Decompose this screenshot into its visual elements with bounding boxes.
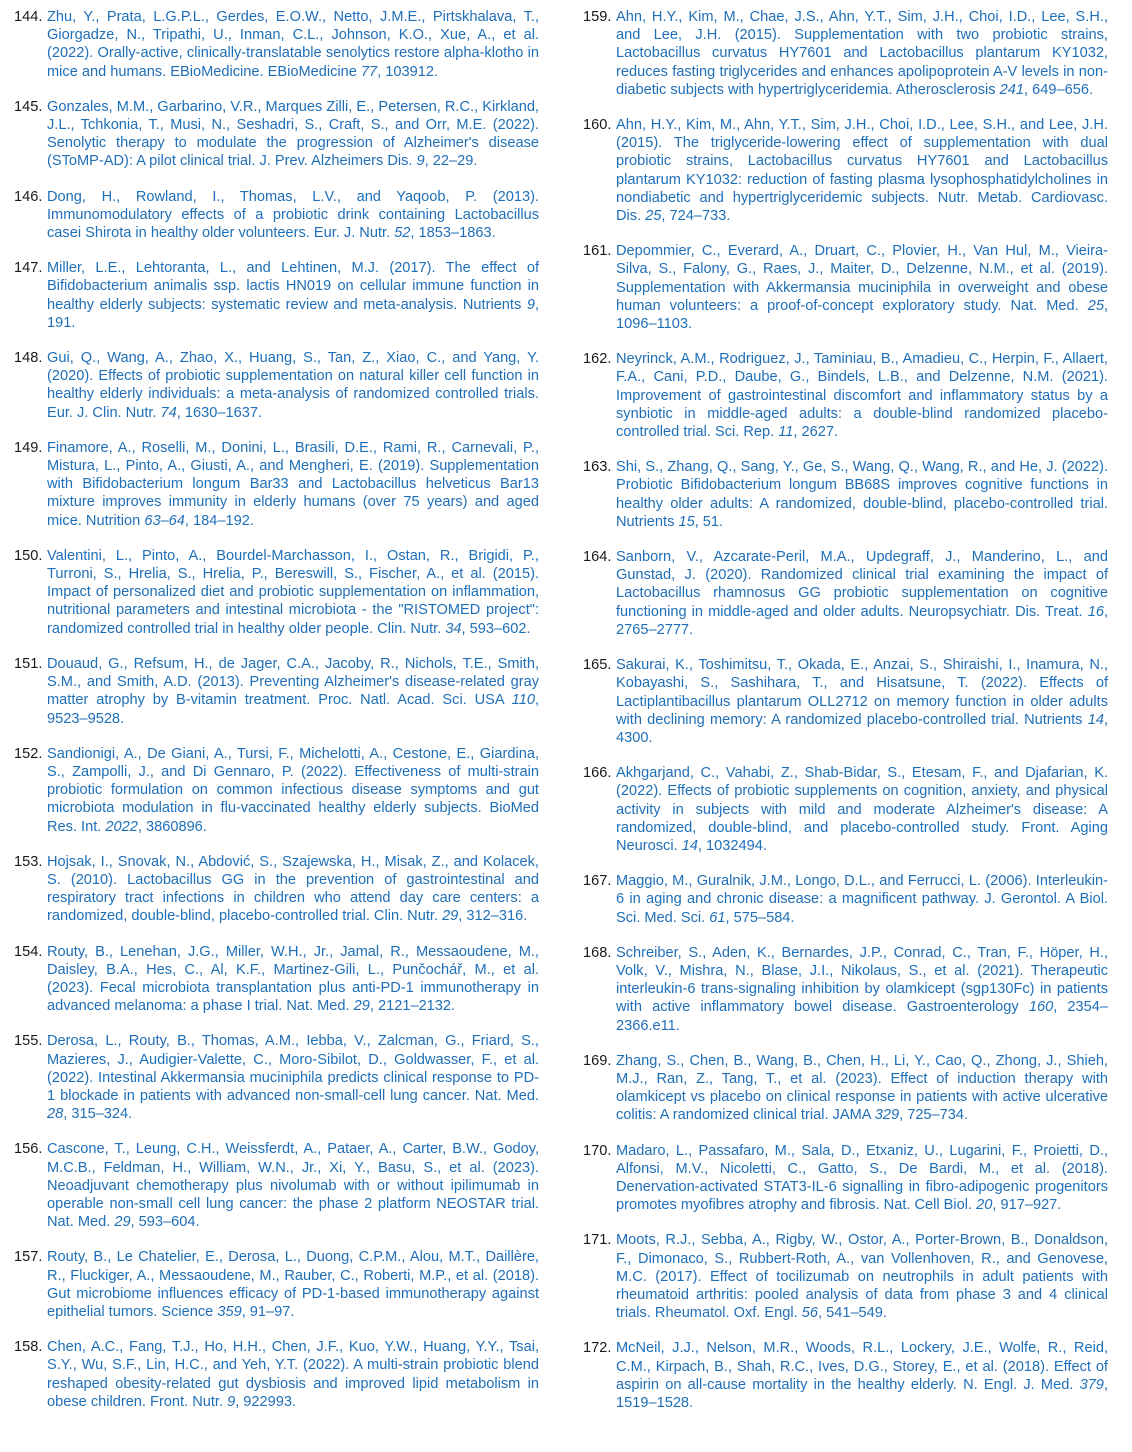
reference-entry[interactable] — [14, 1140, 539, 1231]
citation-volume: 29 — [442, 908, 459, 925]
reference-number: 167. — [583, 873, 612, 890]
reference-entry[interactable] — [14, 8, 539, 81]
reference-number: 157. — [14, 1249, 43, 1266]
reference-citation[interactable] — [47, 98, 539, 171]
reference-entry[interactable] — [14, 188, 539, 243]
reference-entry[interactable] — [583, 656, 1108, 747]
reference-entry[interactable] — [14, 349, 539, 422]
reference-number: 146. — [14, 188, 43, 205]
reference-number: 170. — [583, 1142, 612, 1159]
reference-entry[interactable] — [583, 764, 1108, 855]
reference-citation[interactable] — [616, 548, 1108, 639]
citation-text: Shi, S., Zhang, Q., Sang, Y., Ge, S., Wang, Q., Wang, R., and He, J. (2022). Probiotic Bifidobacterium longum BB68S improves cognitive functions in healthy older adults: A randomized, double-blind, placebo-controlled trial. Nutrients — [616, 459, 1108, 530]
citation-pages: , 1096–1103. — [616, 297, 1108, 333]
reference-entry[interactable] — [14, 853, 539, 926]
reference-entry[interactable] — [583, 1231, 1108, 1322]
citation-text: Ahn, H.Y., Kim, M., Ahn, Y.T., Sim, J.H., Choi, I.D., Lee, S.H., and Lee, J.H. (2015). The triglyceride-lowering effect of supplementation with dual probiotic strains, Lactobacillus curvatus HY7601 and Lactobacillus plantarum KY1032: reduction of fasting plasma lysophosphatidylcholines in nondiabetic and hypertriglyceridemic subjects. Nutr. Metab. Cardiovasc. Dis. — [616, 117, 1108, 225]
citation-volume: 20 — [976, 1197, 993, 1214]
citation-text: Dong, H., Rowland, I., Thomas, L.V., and Yaqoob, P. (2013). Immunomodulatory effects of a probiotic drink containing Lactobacillus casei Shirota in healthy older volunteers. Eur. J. Nutr. — [47, 188, 539, 242]
reference-number: 145. — [14, 98, 43, 115]
citation-pages: , 575–584. — [725, 909, 795, 926]
reference-number: 148. — [14, 350, 43, 367]
citation-text: Derosa, L., Routy, B., Thomas, A.M., Iebba, V., Zalcman, G., Friard, S., Mazieres, J., Audigier-Valette, C., Moro-Sibilot, D., Goldwasser, F., et al. (2022). Intestinal Akkermansia muciniphila predicts clinical response to PD-1 blockade in patients with advanced non-small-cell lung cancer. Nat. Med. — [47, 1033, 539, 1104]
citation-pages: , 184–192. — [184, 512, 254, 529]
citation-text: Zhu, Y., Prata, L.G.P.L., Gerdes, E.O.W., Netto, J.M.E., Pirtskhalava, T., Giorgadze, N., Tripathi, U., Inman, C.L., Johnson, K.O., Xue, A., et al. (2022). Orally-active, clinically-translatable senolytics restore alpha-klotho in mice and humans. EBioMedicine. EBioMedicine — [47, 9, 539, 80]
citation-pages: , 593–602. — [461, 620, 531, 637]
reference-citation[interactable] — [47, 853, 539, 926]
reference-citation[interactable] — [47, 547, 539, 638]
citation-text: Hojsak, I., Snovak, N., Abdović, S., Szajewska, H., Misak, Z., and Kolacek, S. (2010). Lactobacillus GG in the prevention of gastrointestinal and respiratory tract infections in children who attend day care centers: a randomized, double-blind, placebo-controlled trial. Clin. Nutr. — [47, 853, 539, 925]
reference-citation[interactable] — [616, 8, 1108, 99]
citation-text: Madaro, L., Passafaro, M., Sala, D., Etxaniz, U., Lugarini, F., Proietti, D., Alfonsi, M.V., Nicoletti, C., Gatto, S., De Bardi, M., et al. (2018). Denervation-activated STAT3-IL-6 signalling in fibro-adipogenic progenitors promotes myofibres atrophy and fibrosis. Nat. Cell Biol. — [616, 1142, 1108, 1214]
reference-citation[interactable] — [616, 1052, 1108, 1125]
citation-volume: 56 — [801, 1305, 818, 1322]
reference-citation[interactable] — [47, 1140, 539, 1231]
reference-number: 155. — [14, 1033, 43, 1050]
citation-volume: 29 — [353, 998, 370, 1015]
reference-number: 159. — [583, 9, 612, 25]
reference-citation[interactable] — [616, 944, 1108, 1035]
citation-volume: 110 — [511, 692, 535, 709]
reference-entry[interactable] — [583, 872, 1108, 927]
citation-volume: 11 — [778, 424, 794, 441]
reference-number: 160. — [583, 117, 612, 134]
reference-number: 171. — [583, 1232, 612, 1249]
citation-pages: , 1032494. — [697, 837, 767, 854]
citation-text: Zhang, S., Chen, B., Wang, B., Chen, H., Li, Y., Cao, Q., Zhong, J., Shieh, M.J., Ran, Z., Tang, T., et al. (2023). Effect of induction therapy with olamkicept vs placebo on clinical response in patients with active ulcerative colitis: A randomized clinical trial. JAMA — [616, 1052, 1108, 1124]
reference-entry[interactable] — [14, 1032, 539, 1123]
citation-pages: , 22–29. — [424, 153, 478, 170]
reference-number: 158. — [14, 1339, 43, 1356]
citation-volume: 2022 — [105, 818, 138, 835]
citation-volume: 9 — [227, 1393, 236, 1410]
reference-entry[interactable] — [583, 8, 1108, 99]
reference-citation[interactable] — [616, 656, 1108, 747]
citation-pages: , 103912. — [377, 63, 439, 80]
citation-volume: 379 — [1079, 1376, 1104, 1393]
citation-pages: , 9523–9528. — [47, 692, 539, 727]
citation-pages: , 593–604. — [130, 1214, 200, 1231]
reference-entry[interactable] — [583, 944, 1108, 1035]
citation-volume: 9 — [416, 153, 425, 170]
citation-text: Akhgarjand, C., Vahabi, Z., Shab-Bidar, S., Etesam, F., and Djafarian, K. (2022). Effects of probiotic supplements on cognition, anxiety, and physical activity in subjects with mild and moderate Alzheimer's disease: A randomized, double-blind, and placebo-controlled study. Front. Aging Neurosci. — [616, 765, 1108, 854]
reference-column-right — [583, 8, 1108, 1412]
citation-text: Douaud, G., Refsum, H., de Jager, C.A., Jacoby, R., Nichols, T.E., Smith, S.M., and Smith, A.D. (2013). Preventing Alzheimer's disease-related gray matter atrophy by B-vitamin treatment. Proc. Natl. Acad. Sci. USA — [47, 655, 539, 709]
reference-citation[interactable] — [616, 872, 1108, 927]
reference-number: 166. — [583, 765, 612, 782]
reference-number: 156. — [14, 1141, 43, 1158]
reference-citation[interactable] — [616, 764, 1108, 855]
citation-pages: , 917–927. — [992, 1197, 1062, 1214]
citation-pages: , 2354–2366.e11. — [616, 999, 1108, 1034]
reference-citation[interactable] — [47, 943, 539, 1016]
citation-volume: 25 — [645, 208, 662, 225]
reference-number: 164. — [583, 549, 612, 566]
citation-pages: , 1519–1528. — [616, 1376, 1108, 1411]
citation-volume: 15 — [678, 513, 695, 530]
reference-citation[interactable] — [616, 116, 1108, 225]
reference-entry[interactable] — [14, 1248, 539, 1321]
citation-volume: 77 — [360, 63, 378, 80]
citation-volume: 63–64 — [144, 512, 185, 529]
citation-pages: , 1630–1637. — [176, 404, 262, 421]
citation-volume: 160 — [1028, 999, 1054, 1016]
citation-volume: 241 — [999, 81, 1025, 98]
reference-citation[interactable] — [47, 439, 539, 530]
citation-volume: 52 — [394, 225, 411, 242]
citation-volume: 9 — [526, 296, 535, 313]
citation-text: Maggio, M., Guralnik, J.M., Longo, D.L., and Ferrucci, L. (2006). Interleukin-6 in aging and chronic disease: a magnificent pathway. J. Gerontol. A Biol. Sci. Med. Sci. — [616, 873, 1108, 926]
citation-pages: , 649–656. — [1024, 81, 1093, 98]
citation-volume: 14 — [681, 837, 698, 854]
citation-volume: 359 — [217, 1303, 242, 1320]
reference-entry[interactable] — [14, 439, 539, 530]
reference-citation[interactable] — [47, 349, 539, 422]
citation-volume: 16 — [1087, 603, 1104, 620]
citation-volume: 29 — [114, 1214, 131, 1231]
reference-number: 152. — [14, 745, 43, 762]
citation-text: Neyrinck, A.M., Rodriguez, J., Taminiau, B., Amadieu, C., Herpin, F., Allaert, F.A., Cani, P.D., Daube, G., Bindels, L.B., and Delzenne, N.M. (2021). Improvement of gastrointestinal discomfort and inflammatory status by a synbiotic in middle-aged adults: a double-blind randomized placebo-controlled trial. Sci. Rep. — [616, 351, 1108, 441]
citation-volume: 74 — [160, 404, 177, 421]
reference-entry[interactable] — [583, 1339, 1108, 1412]
citation-text: Depommier, C., Everard, A., Druart, C., Plovier, H., Van Hul, M., Vieira-Silva, S., Falony, G., Raes, J., Maiter, D., Delzenne, N.M., et al. (2019). Supplementation with Akkermansia muciniphila in overweight and obese human volunteers: a proof-of-concept exploratory study. Nat. Med. — [616, 243, 1108, 314]
reference-entry[interactable] — [14, 655, 539, 728]
citation-text: Schreiber, S., Aden, K., Bernardes, J.P., Conrad, C., Tran, F., Höper, H., Volk, V., Mishra, N., Blase, J.I., Nikolaus, S., et al. (2021). Therapeutic interleukin-6 trans-signaling inhibition by olamkicept (sgp130Fc) in patients with active inflammatory bowel disease. Gastroenterology — [616, 944, 1108, 1016]
citation-pages: , 4300. — [616, 711, 1108, 746]
reference-number: 150. — [14, 547, 43, 564]
reference-citation[interactable] — [47, 1338, 539, 1411]
citation-text: McNeil, J.J., Nelson, M.R., Woods, R.L., Lockery, J.E., Wolfe, R., Reid, C.M., Kirpach, B., Shah, R.C., Ives, D.G., Storey, E., et al. (2018). Effect of aspirin on all-cause mortality in the healthy elderly. N. Engl. J. Med. — [616, 1340, 1108, 1393]
reference-number: 147. — [14, 260, 43, 277]
citation-text: Routy, B., Lenehan, J.G., Miller, W.H., Jr., Jamal, R., Messaoudene, M., Daisley, B.A., Hes, C., Al, K.F., Martinez-Gili, L., Punčochář, M., et al. (2023). Fecal microbiota transplantation plus anti-PD-1 immunotherapy in advanced melanoma: a phase I trial. Nat. Med. — [47, 943, 539, 1015]
reference-citation[interactable] — [616, 242, 1108, 333]
reference-citation[interactable] — [47, 259, 539, 332]
reference-citation[interactable] — [47, 655, 539, 728]
reference-citation[interactable] — [616, 1339, 1108, 1412]
citation-text: Ahn, H.Y., Kim, M., Chae, J.S., Ahn, Y.T., Sim, J.H., Choi, I.D., Lee, S.H., and Lee, J.H. (2015). Supplementation with two probiotic strains, Lactobacillus curvatus HY7601 and Lactobacillus plantarum KY1032, reduces fasting triglycerides and enhances apolipoprotein A-V levels in non-diabetic subjects with hypertriglyceridemia. Atherosclerosis — [616, 9, 1108, 98]
citation-text: Moots, R.J., Sebba, A., Rigby, W., Ostor, A., Porter-Brown, B., Donaldson, F., Dimonaco, S., Rubbert-Roth, A., van Vollenhoven, R., and Genovese, M.C. (2017). Effect of tocilizumab on neutrophils in adult patients with rheumatoid arthritis: pooled analysis of data from phase 3 and 4 clinical trials. Rheumatol. Oxf. Engl. — [616, 1232, 1108, 1322]
reference-number: 151. — [14, 655, 43, 672]
citation-pages: , 1853–1863. — [410, 225, 496, 242]
reference-entry[interactable] — [583, 548, 1108, 639]
citation-text: Sanborn, V., Azcarate-Peril, M.A., Updegraff, J., Manderino, L., and Gunstad, J. (2020). Randomized clinical trial examining the impact of Lactobacillus rhamnosus GG probiotic supplementation on cognitive functioning in middle-aged and older adults. Neuropsychiatr. Dis. Treat. — [616, 549, 1108, 620]
citation-pages: , 2121–2132. — [369, 998, 456, 1015]
citation-pages: , 91–97. — [241, 1303, 295, 1320]
citation-pages: , 2627. — [793, 424, 839, 441]
reference-entry[interactable] — [14, 943, 539, 1016]
citation-pages: , 725–734. — [899, 1107, 969, 1124]
reference-number: 162. — [583, 351, 612, 368]
citation-text: Cascone, T., Leung, C.H., Weissferdt, A., Pataer, A., Carter, B.W., Godoy, M.C.B., Feldman, H., William, W.N., Jr., Xi, Y., Basu, S., et al. (2023). Neoadjuvant chemotherapy plus nivolumab with or without ipilimumab in operable non-small cell lung cancer: the phase 2 platform NEOSTAR trial. Nat. Med. — [47, 1141, 539, 1231]
reference-number: 154. — [14, 943, 43, 960]
citation-text: Miller, L.E., Lehtoranta, L., and Lehtinen, M.J. (2017). The effect of Bifidobacterium animalis ssp. lactis HN019 on cellular immune function in healthy elderly subjects: systematic review and meta-analysis. Nutrients — [47, 260, 539, 313]
citation-volume: 14 — [1087, 711, 1104, 728]
reference-citation[interactable] — [47, 188, 539, 243]
reference-number: 153. — [14, 853, 43, 870]
reference-number: 169. — [583, 1052, 612, 1069]
reference-entry[interactable] — [583, 458, 1108, 531]
reference-entry[interactable] — [583, 1052, 1108, 1125]
reference-citation[interactable] — [616, 350, 1108, 441]
reference-entry[interactable] — [583, 350, 1108, 441]
citation-text: Sakurai, K., Toshimitsu, T., Okada, E., Anzai, S., Shiraishi, I., Inamura, N., Kobayashi, S., Sashihara, T., and Hisatsune, T. (2022). Effects of Lactiplantibacillus plantarum OLL2712 on memory function in older adults with declining memory: A randomized placebo-controlled trial. Nutrients — [616, 657, 1108, 728]
citation-volume: 61 — [709, 909, 726, 926]
reference-number: 163. — [583, 459, 612, 476]
reference-number: 144. — [14, 9, 43, 25]
citation-pages: , 541–549. — [817, 1305, 887, 1322]
citation-volume: 329 — [874, 1107, 900, 1124]
reference-citation[interactable] — [616, 1231, 1108, 1322]
reference-entry[interactable] — [14, 98, 539, 171]
citation-pages: , 315–324. — [63, 1106, 133, 1123]
citation-volume: 34 — [445, 620, 462, 637]
reference-citation[interactable] — [47, 745, 539, 836]
reference-number: 165. — [583, 657, 612, 674]
reference-number: 149. — [14, 439, 43, 456]
citation-volume: 25 — [1087, 297, 1104, 314]
reference-entry[interactable] — [14, 1338, 539, 1411]
reference-entry[interactable] — [14, 259, 539, 332]
reference-entry[interactable] — [583, 242, 1108, 333]
citation-text: Finamore, A., Roselli, M., Donini, L., Brasili, D.E., Rami, R., Carnevali, P., Mistura, L., Pinto, A., Giusti, A., and Mengheri, E. (2019). Supplementation with Bifidobacterium longum Bar33 and Lactobacillus helveticus Bar13 mixture improves immunity in elderly humans (over 75 years) and aged mice. Nutrition — [47, 439, 539, 529]
reference-column-left — [14, 8, 539, 1411]
citation-text: Gonzales, M.M., Garbarino, V.R., Marques Zilli, E., Petersen, R.C., Kirkland, J.L., Tchkonia, T., Musi, N., Seshadri, S., Craft, S., and Orr, M.E. (2022). Senolytic therapy to modulate the progression of Alzheimer's disease (SToMP-AD): A pilot clinical trial. J. Prev. Alzheimers Dis. — [47, 98, 539, 170]
citation-pages: , 922993. — [235, 1393, 297, 1410]
citation-text: Sandionigi, A., De Giani, A., Tursi, F., Michelotti, A., Cestone, E., Giardina, S., Zampolli, J., and Di Gennaro, P. (2022). Effectiveness of multi-strain probiotic formulation on common infectious disease symptoms and gut microbiota modulation in flu-vaccinated healthy elderly subjects. BioMed Res. Int. — [47, 745, 539, 835]
citation-pages: , 724–733. — [661, 208, 731, 225]
reference-citation[interactable] — [47, 1032, 539, 1123]
reference-number: 172. — [583, 1340, 612, 1357]
citation-text: Routy, B., Le Chatelier, E., Derosa, L., Duong, C.P.M., Alou, M.T., Daillère, R., Fluckiger, A., Messaoudene, M., Rauber, C., Roberti, M.P., et al. (2018). Gut microbiome influences efficacy of PD-1-based immunotherapy against epithelial tumors. Science — [47, 1249, 539, 1320]
citation-pages: , 51. — [694, 513, 724, 530]
citation-pages: , 3860896. — [137, 818, 207, 835]
citation-pages: , 191. — [47, 296, 539, 331]
citation-text: Chen, A.C., Fang, T.J., Ho, H.H., Chen, J.F., Kuo, Y.W., Huang, Y.Y., Tsai, S.Y., Wu, S.F., Lin, H.C., and Yeh, Y.T. (2022). A multi-strain probiotic blend reshaped obesity-related gut dysbiosis and improved lipid metabolism in obese children. Front. Nutr. — [47, 1339, 539, 1410]
reference-citation[interactable] — [47, 8, 539, 81]
reference-number: 161. — [583, 243, 612, 260]
reference-entry[interactable] — [583, 1142, 1108, 1215]
citation-pages: , 2765–2777. — [616, 603, 1108, 638]
citation-text: Gui, Q., Wang, A., Zhao, X., Huang, S., Tan, Z., Xiao, C., and Yang, Y. (2020). Effects of probiotic supplementation on natural killer cell function in healthy elderly individuals: a meta-analysis of randomized controlled trials. Eur. J. Clin. Nutr. — [47, 350, 539, 421]
reference-entry[interactable] — [14, 547, 539, 638]
reference-entry[interactable] — [583, 116, 1108, 225]
reference-citation[interactable] — [616, 458, 1108, 531]
reference-entry[interactable] — [14, 745, 539, 836]
reference-citation[interactable] — [616, 1142, 1108, 1215]
citation-text: Valentini, L., Pinto, A., Bourdel-Marchasson, I., Ostan, R., Brigidi, P., Turroni, S., Hrelia, S., Hrelia, P., Bereswill, S., Fischer, A., et al. (2015). Impact of personalized diet and probiotic supplementation on inflammation, nutritional parameters and intestinal microbiota - the "RISTOMED project": randomized controlled trial in healthy older people. Clin. Nutr. — [47, 547, 539, 637]
citation-volume: 28 — [47, 1106, 64, 1123]
citation-pages: , 312–316. — [458, 908, 528, 925]
reference-citation[interactable] — [47, 1248, 539, 1321]
reference-number: 168. — [583, 944, 612, 961]
